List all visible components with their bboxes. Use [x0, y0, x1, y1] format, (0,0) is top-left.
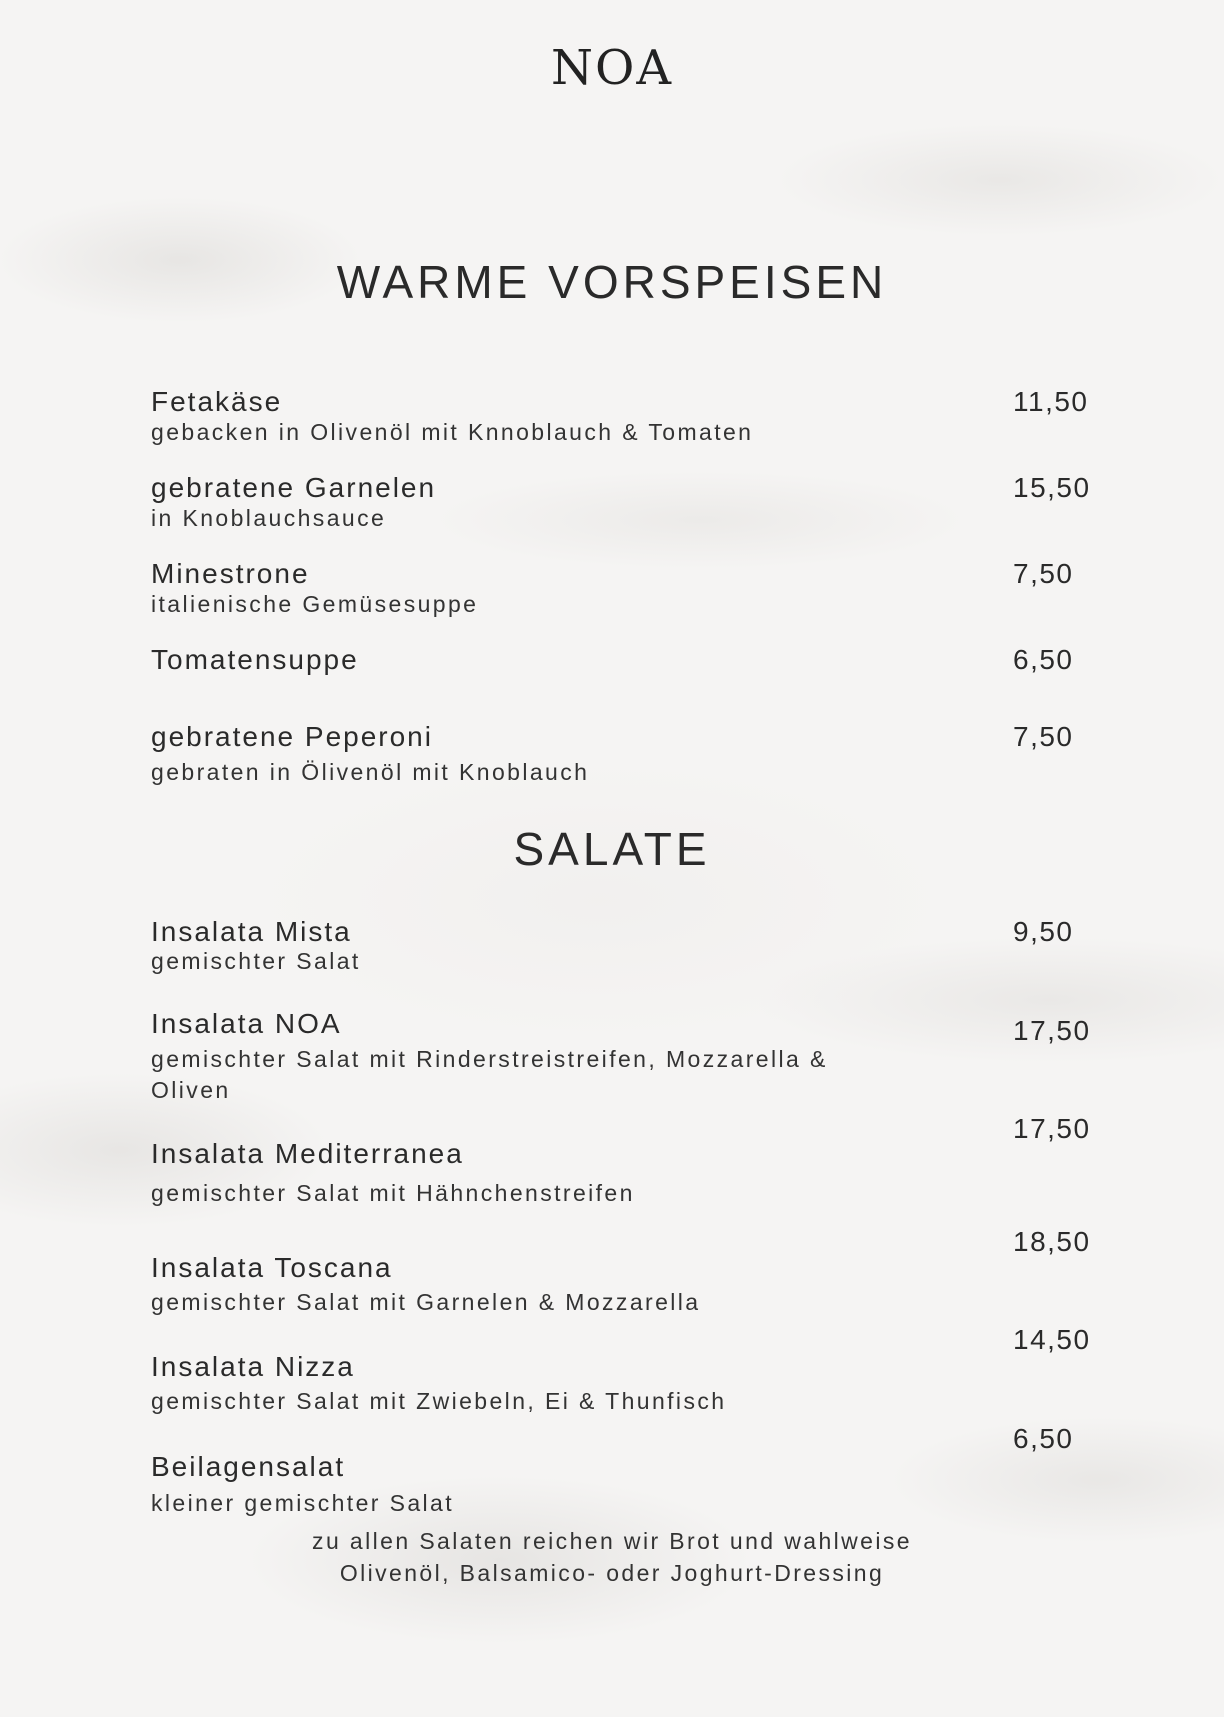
item-description: gemischter Salat mit Hähnchenstreifen — [151, 1180, 635, 1206]
item-price: 9,50 — [1013, 916, 1074, 947]
item-description: gebraten in Ölivenöl mit Knoblauch — [151, 759, 590, 785]
item-price: 6,50 — [1013, 644, 1074, 675]
item-name: Insalata Mediterranea — [151, 1138, 464, 1169]
item-name: gebratene Garnelen — [151, 472, 437, 503]
item-price: 14,50 — [1013, 1324, 1091, 1355]
salad-note-line-2: Olivenöl, Balsamico- oder Joghurt-Dressing — [339, 1560, 885, 1586]
item-price: 7,50 — [1013, 558, 1074, 589]
item-name: Insalata Nizza — [151, 1351, 355, 1382]
item-description: gemischter Salat mit Garnelen & Mozzarella — [151, 1289, 701, 1315]
item-price: 11,50 — [1013, 386, 1089, 417]
item-price: 17,50 — [1013, 1113, 1091, 1144]
item-name: gebratene Peperoni — [151, 721, 433, 752]
item-description: kleiner gemischter Salat — [151, 1490, 455, 1516]
item-description: gemischter Salat — [151, 948, 361, 974]
section-title-warme-vorspeisen: WARME VORSPEISEN — [336, 256, 888, 308]
item-description: italienische Gemüsesuppe — [151, 591, 479, 617]
item-description: gemischter Salat mit Zwiebeln, Ei & Thunfisch — [151, 1388, 727, 1414]
item-description: gebacken in Olivenöl mit Knnoblauch & Tomaten — [151, 419, 754, 445]
item-name: Beilagensalat — [151, 1451, 346, 1482]
salad-note-line-1: zu allen Salaten reichen wir Brot und wahlweise — [312, 1528, 912, 1554]
item-price: 17,50 — [1013, 1015, 1091, 1046]
brand-logo: NOA — [550, 40, 673, 96]
item-description: in Knoblauchsauce — [151, 505, 387, 531]
item-name: Fetakäse — [151, 386, 283, 417]
item-description: gemischter Salat mit Rinderstreistreifen, Mozzarella & Oliven — [151, 1046, 828, 1103]
item-name: Insalata Mista — [151, 916, 352, 947]
section-title-salate: SALATE — [513, 823, 711, 875]
item-price: 7,50 — [1013, 721, 1074, 752]
item-price: 18,50 — [1013, 1226, 1091, 1257]
item-price: 6,50 — [1013, 1423, 1074, 1454]
item-name: Insalata NOA — [151, 1008, 342, 1039]
item-name: Tomatensuppe — [151, 644, 359, 675]
item-name: Insalata Toscana — [151, 1252, 393, 1283]
item-name: Minestrone — [151, 558, 310, 589]
item-price: 15,50 — [1013, 472, 1091, 503]
